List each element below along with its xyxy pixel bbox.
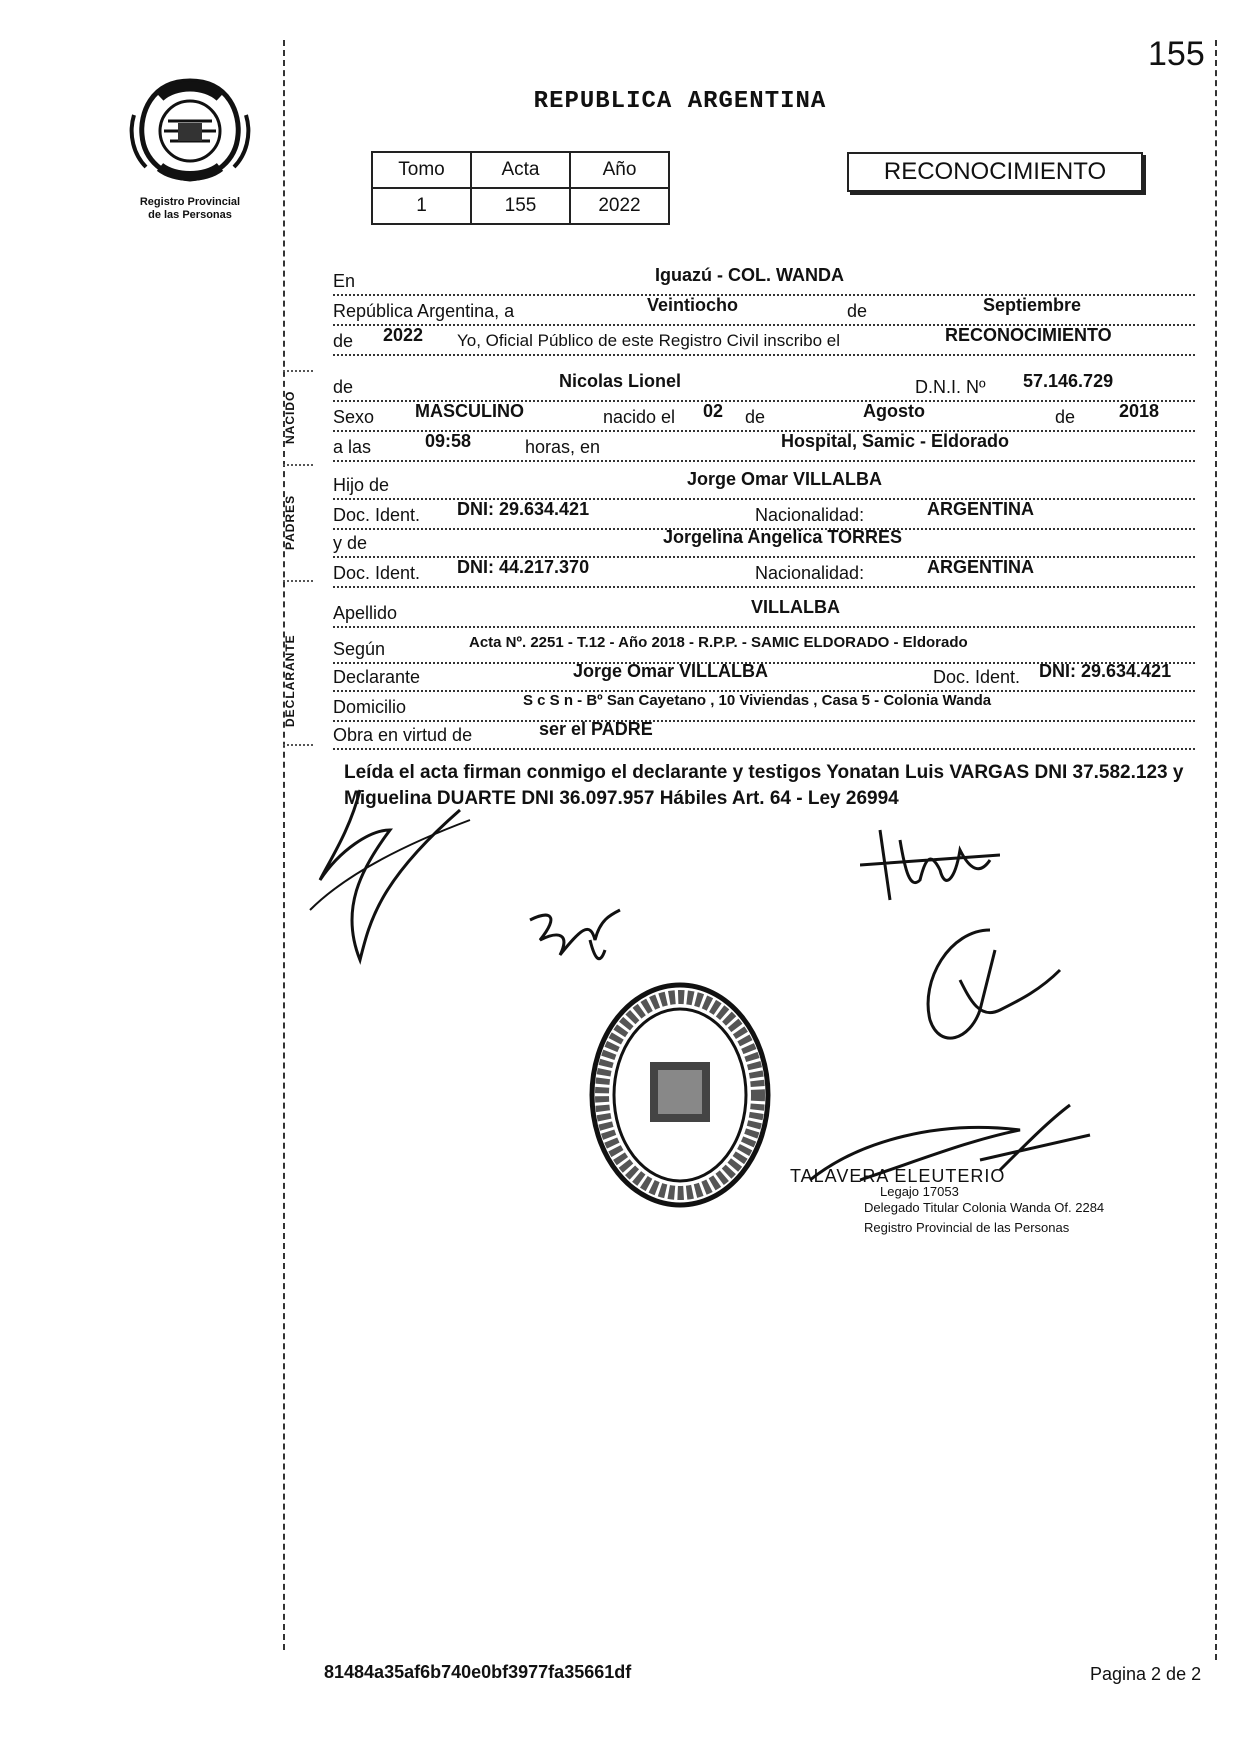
value-obra: ser el PADRE: [539, 719, 653, 739]
value-apellido: VILLALBA: [751, 597, 840, 617]
side-label-nacido: NACIDO: [283, 390, 297, 444]
right-margin-line: [1215, 40, 1217, 1660]
value-nac-padre: ARGENTINA: [927, 499, 1034, 519]
province-logo: [120, 75, 260, 185]
label-de3: de: [333, 377, 354, 397]
col-ano: Año: [570, 152, 669, 188]
org-name-line2: de las Personas: [148, 209, 232, 221]
signature-testigo-1: [520, 900, 630, 970]
label-yde: y de: [333, 533, 368, 553]
label-obra: Obra en virtud de: [333, 725, 473, 745]
org-name-line1: Registro Provincial: [139, 196, 241, 208]
official-legajo: Legajo 17053: [880, 1184, 959, 1199]
value-madre: Jorgelina Angelica TORRES: [663, 527, 903, 547]
left-margin-line: [283, 40, 285, 1650]
label-nacido: nacido el: [603, 407, 676, 427]
label-doc3: Doc. Ident.: [933, 667, 1021, 687]
label-segun: Según: [333, 639, 386, 659]
value-anio-nac: 2018: [1119, 401, 1160, 421]
value-mes-nac: Agosto: [863, 401, 925, 421]
row-doc-madre: [333, 557, 1195, 588]
label-sexo: Sexo: [333, 407, 375, 427]
row-obra: [333, 719, 1195, 750]
value-domicilio: S c S n - Bº San Cayetano , 10 Viviendas , Casa 5 - Colonia Wanda: [523, 692, 992, 709]
page-number: 155: [1148, 35, 1205, 73]
label-doc: Doc. Ident.: [333, 505, 421, 525]
section-separator: [283, 580, 313, 582]
label-declarante: Declarante: [333, 667, 421, 687]
value-hora: 09:58: [425, 431, 472, 451]
col-tomo: Tomo: [372, 152, 471, 188]
value-doc-padre: DNI: 29.634.421: [457, 499, 590, 519]
official-seal: [588, 980, 772, 1210]
label-domicilio: Domicilio: [333, 697, 407, 717]
signature-declarante: [300, 770, 480, 970]
page-indicator: Pagina 2 de 2: [1090, 1664, 1202, 1684]
label-hijo: Hijo de: [333, 475, 390, 495]
value-dia-nac: 02: [703, 401, 724, 421]
side-label-declarante: DECLARANTE: [283, 634, 297, 728]
label-doc2: Doc. Ident.: [333, 563, 421, 583]
value-nombre: Nicolas Lionel: [559, 371, 682, 391]
official-block: [760, 1168, 1160, 1236]
value-lugar: Iguazú - COL. WANDA: [655, 265, 844, 285]
official-cargo: Delegado Titular Colonia Wanda Of. 2284: [864, 1200, 1105, 1215]
value-doc-madre: DNI: 44.217.370: [457, 557, 590, 577]
leida-paragraph: Leída el acta firman conmigo el declarante y testigos Yonatan Luis VARGAS DNI 37.582.123 y Miguelina DUARTE DNI 36.097.957 Hábiles Art. 64 - Ley 26994: [344, 762, 1184, 809]
value-inscribo: RECONOCIMIENTO: [945, 325, 1112, 345]
value-doc-declarante: DNI: 29.634.421: [1039, 661, 1172, 681]
row-apellido: [333, 597, 1195, 628]
record-table: [371, 151, 670, 225]
label-de2: de: [333, 331, 354, 351]
document-title: REPUBLICA ARGENTINA: [533, 88, 827, 115]
section-separator: [283, 744, 313, 746]
label-de5: de: [1055, 407, 1076, 427]
act-type-box: RECONOCIMIENTO: [847, 152, 1143, 192]
label-en: En: [333, 271, 356, 291]
label-republica: República Argentina, a: [333, 301, 515, 321]
row-inscripcion: [333, 325, 1195, 356]
label-dni: D.N.I. Nº: [915, 377, 986, 397]
label-de: de: [847, 301, 868, 321]
value-dia: Veintiocho: [647, 295, 739, 315]
val-tomo: 1: [372, 188, 471, 224]
label-oficial: Yo, Oficial Público de este Registro Civil inscribo el: [457, 331, 840, 350]
label-alas: a las: [333, 437, 372, 457]
document-hash: 81484a35af6b740e0bf3977fa35661df: [324, 1662, 632, 1682]
label-nacionalidad: Nacionalidad:: [755, 505, 865, 525]
official-org: Registro Provincial de las Personas: [864, 1220, 1070, 1235]
signature-testigo-2: [860, 820, 1000, 910]
side-label-padres: PADRES: [283, 494, 297, 550]
val-ano: 2022: [570, 188, 669, 224]
value-segun: Acta Nº. 2251 - T.12 - Año 2018 - R.P.P. - SAMIC ELDORADO - Eldorado: [469, 634, 968, 651]
row-hora: [333, 431, 1195, 462]
label-apellido: Apellido: [333, 603, 398, 623]
value-dni: 57.146.729: [1023, 371, 1114, 391]
val-acta: 155: [471, 188, 570, 224]
label-horas: horas, en: [525, 437, 601, 457]
value-declarante: Jorge Omar VILLALBA: [573, 661, 769, 681]
col-acta: Acta: [471, 152, 570, 188]
value-lugar-nac: Hospital, Samic - Eldorado: [781, 431, 1010, 451]
official-name: TALAVERA ELEUTERIO: [790, 1166, 1006, 1186]
label-de4: de: [745, 407, 766, 427]
value-sexo: MASCULINO: [415, 401, 524, 421]
label-nacionalidad2: Nacionalidad:: [755, 563, 865, 583]
value-nac-madre: ARGENTINA: [927, 557, 1034, 577]
value-anio: 2022: [383, 325, 424, 345]
value-padre: Jorge Omar VILLALBA: [687, 469, 883, 489]
signature-testigo-3: [900, 920, 1070, 1050]
org-name: [112, 196, 268, 222]
row-domicilio: [333, 694, 1195, 722]
value-mes: Septiembre: [983, 295, 1082, 315]
